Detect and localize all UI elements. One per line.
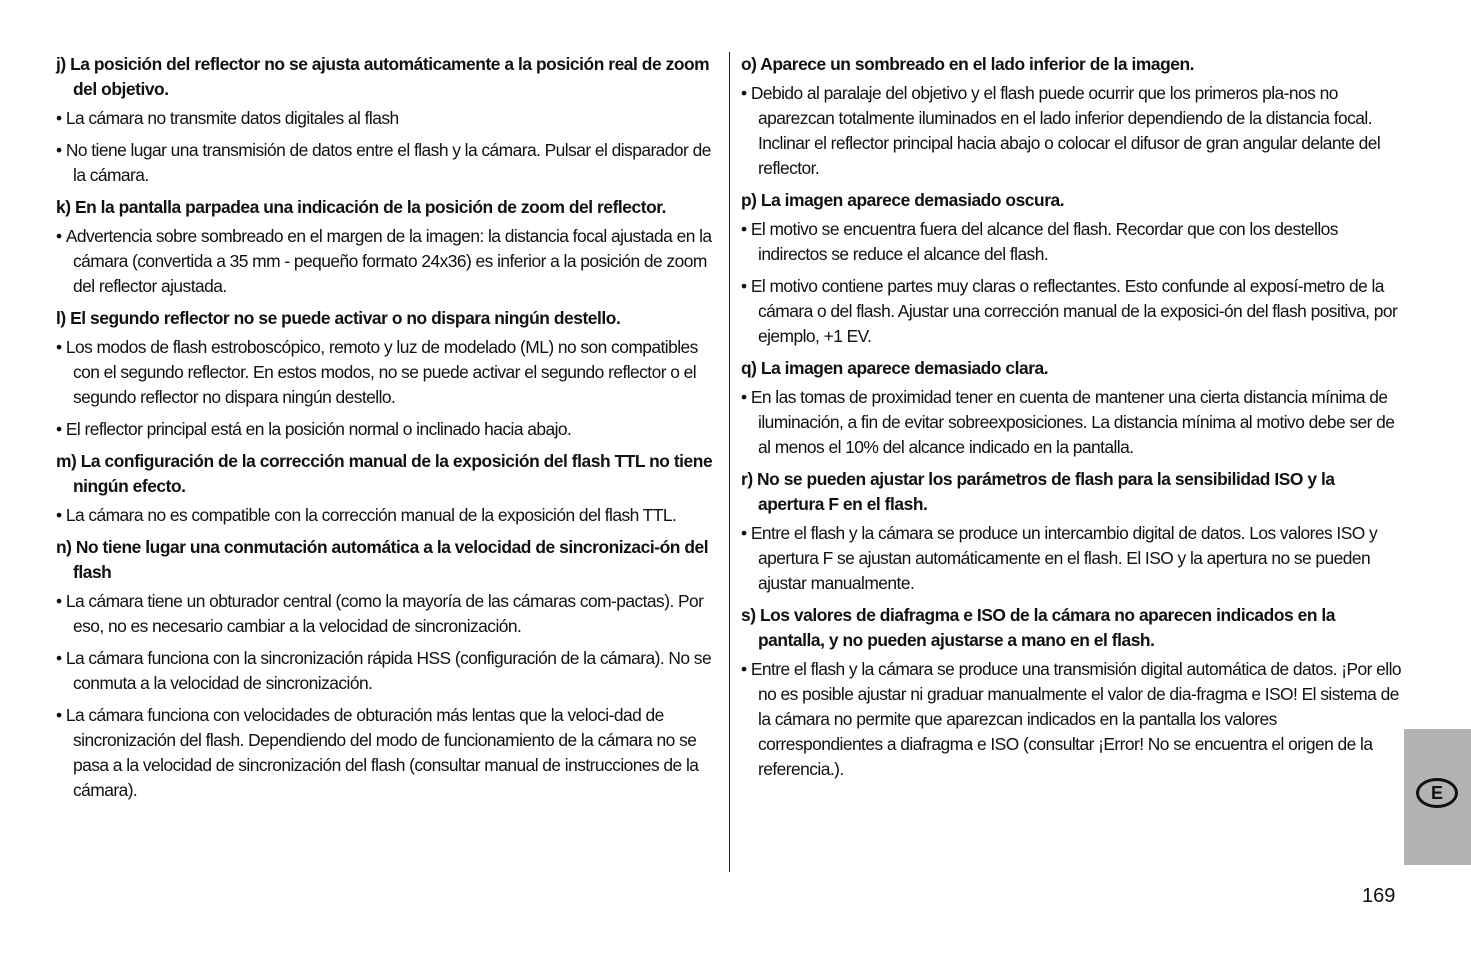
section-heading: q) La imagen aparece demasiado clara. [741,358,1049,378]
bullet-item: • El motivo contiene partes muy claras o reflectantes. Esto confunde al exposí-metro de la cámara o del flash. Ajustar una corrección manual de la exposici-ón del flash positiva, por ejemplo, +1 EV. [741,274,1403,349]
section-p [741,188,1403,349]
column-divider [729,52,730,872]
section-o [741,52,1403,181]
bullet-item: • Debido al paralaje del objetivo y el flash puede ocurrir que los primeros pla-nos no aparezcan totalmente iluminados en el lado inferior dependiendo de la distancia focal. Inclinar el reflector principal hacia abajo o colocar el difusor de gran angular delante del reflector. [741,81,1403,181]
right-column [741,52,1403,789]
language-tab [1404,729,1471,865]
section-heading: j) La posición del reflector no se ajusta automáticamente a la posición real de zoom del objetivo. [56,54,710,99]
section-heading: p) La imagen aparece demasiado oscura. [741,190,1065,210]
section-s [741,603,1403,782]
section-heading: r) No se pueden ajustar los parámetros de flash para la sensibilidad ISO y la apertura F en el flash. [741,469,1335,514]
bullet-item: • En las tomas de proximidad tener en cuenta de mantener una cierta distancia mínima de iluminación, a fin de evitar sobreexposiciones. La distancia mínima al motivo debe ser de al menos el 10% del alcance indicado en la pantalla. [741,385,1403,460]
section-j [56,52,720,188]
bullet-item: • Advertencia sobre sombreado en el margen de la imagen: la distancia focal ajustada en la cámara (convertida a 35 mm - pequeño formato 24x36) es inferior a la posición de zoom del reflector ajustada. [56,224,720,299]
bullet-item: • Entre el flash y la cámara se produce un intercambio digital de datos. Los valores ISO y apertura F se ajustan automáticamente en el flash. El ISO y la apertura no se pueden ajustar manualmente. [741,521,1403,596]
bullet-item: • La cámara tiene un obturador central (como la mayoría de las cámaras com-pactas). Por eso, no es necesario cambiar a la velocidad de sincronización. [56,589,720,639]
page-number: 169 [1362,885,1396,907]
section-r [741,467,1403,596]
language-badge: E [1416,778,1458,808]
section-heading: s) Los valores de diafragma e ISO de la cámara no aparecen indicados en la pantalla, y no pueden ajustarse a mano en el flash. [741,605,1335,650]
section-heading: o) Aparece un sombreado en el lado inferior de la imagen. [741,54,1195,74]
section-q [741,356,1403,460]
section-m [56,449,720,528]
section-heading: m) La configuración de la corrección manual de la exposición del flash TTL no tiene ningún efecto. [56,451,713,496]
bullet-item: • El motivo se encuentra fuera del alcance del flash. Recordar que con los destellos indirectos se reduce el alcance del flash. [741,217,1403,267]
bullet-item: • La cámara no es compatible con la corrección manual de la exposición del flash TTL. [56,503,720,528]
bullet-item: • Entre el flash y la cámara se produce una transmisión digital automática de datos. ¡Por ello no es posible ajustar ni graduar manualmente el valor de dia-fragma e ISO! El sistema de la cámara no permite que aparezcan indicados en la pantalla los valores correspondientes a diafragma e ISO (consultar ¡Error! No se encuentra el origen de la referencia.). [741,657,1403,782]
section-heading: l) El segundo reflector no se puede activar o no dispara ningún destello. [56,308,621,328]
bullet-item: • Los modos de flash estroboscópico, remoto y luz de modelado (ML) no son compatibles con el segundo reflector. En estos modos, no se puede activar el segundo reflector o el segundo reflector no dispara ningún destello. [56,335,720,410]
bullet-item: • La cámara funciona con la sincronización rápida HSS (configuración de la cámara). No se conmuta a la velocidad de sincronización. [56,646,720,696]
bullet-item: • La cámara no transmite datos digitales al flash [56,106,720,131]
bullet-item: • La cámara funciona con velocidades de obturación más lentas que la veloci-dad de sincronización del flash. Dependiendo del modo de funcionamiento de la cámara no se pasa a la velocidad de sincronización del flash (consultar manual de instrucciones de la cámara). [56,703,720,803]
section-k [56,195,720,299]
section-l [56,306,720,442]
section-heading: n) No tiene lugar una conmutación automática a la velocidad de sincronizaci-ón del flash [56,537,709,582]
section-heading: k) En la pantalla parpadea una indicación de la posición de zoom del reflector. [56,197,666,217]
bullet-item: • El reflector principal está en la posición normal o inclinado hacia abajo. [56,417,720,442]
left-column [56,52,720,810]
bullet-item: • No tiene lugar una transmisión de datos entre el flash y la cámara. Pulsar el disparador de la cámara. [56,138,720,188]
section-n [56,535,720,803]
